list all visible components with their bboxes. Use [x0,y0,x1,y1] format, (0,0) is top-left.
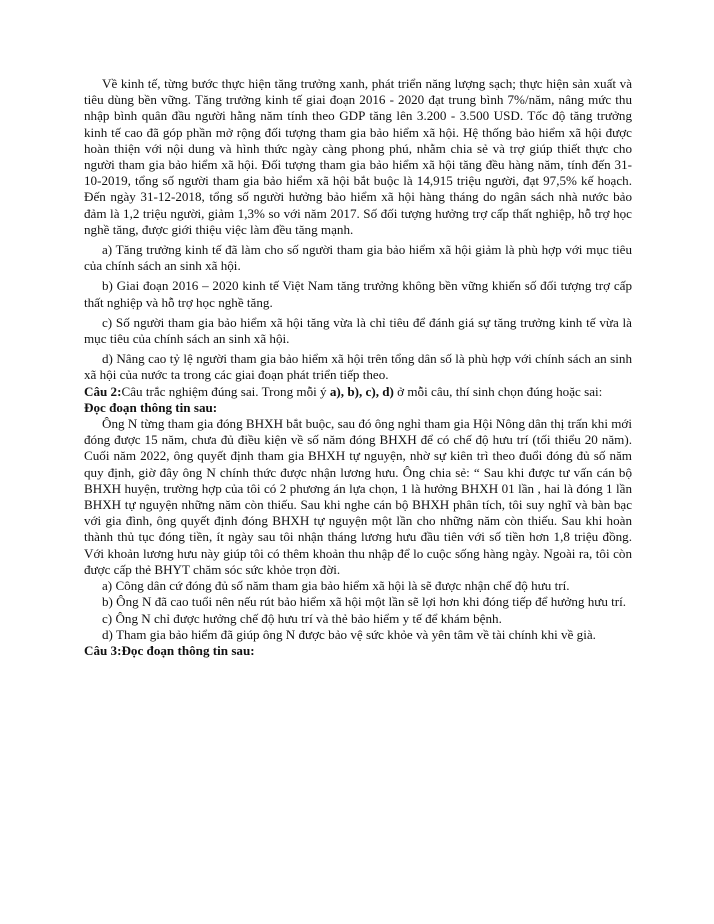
q2-option-c: c) Ông N chỉ được hưởng chế độ hưu trí và thẻ bảo hiểm y tế để khám bệnh. [102,610,502,626]
document-page [84,76,632,659]
q2-option-a: a) Công dân cứ đóng đủ số năm tham gia bảo hiểm xã hội là sẽ được nhận chế độ hưu trí. [102,578,570,594]
question-3-text: Đọc đoạn thông tin sau: [121,642,255,658]
question-2-label: Câu 2: [84,383,122,399]
question-3-label: Câu 3: [84,642,122,658]
option-c: c) Số người tham gia bảo hiểm xã hội tăng vừa là chỉ tiêu để đánh giá sự tăng trưởng kinh tế vừa là mục tiêu của chính sách an sinh xã hội. [84,314,632,347]
passage-mr-n: Ông N từng tham gia đóng BHXH bắt buộc, sau đó ông nghỉ tham gia Hội Nông dân thị trấn khi mới đóng được 15 năm, chưa đủ điều kiện về số năm đóng BHXH để có chế độ hưu trí (tối thiểu 20 năm). Cuối năm 2022, ông quyết định tham gia BHXH tự nguyện, nhờ sự kiên trì theo đuổi đóng đủ số năm quy định, giờ đây ông N chính thức được nhận lương hưu. Ông chia sẻ: “ Sau khi được tư vấn cán bộ BHXH huyện, trường hợp của tôi có 2 phương án lựa chọn, 1 là hưởng BHXH 01 lần , hai là đóng 1 lần BHXH tự nguyện những năm còn thiếu. Sau khi nghe cán bộ BHXH phân tích, tôi suy nghĩ và bàn bạc với gia đình, ông quyết định đóng BHXH tự nguyện một lần cho những năm còn thiếu. Sau khi hoàn thành thủ tục đóng tiền, ít ngày sau tôi nhận tháng lương hưu đầu tiên với số tiền hơn 1,8 triệu đồng. Với khoản lương hưu này giúp tôi có thêm khoản thu nhập để lo cuộc sống hàng ngày. Ngoài ra, tôi còn được cấp thẻ BHYT chăm sóc sức khỏe trọn đời. [84,416,632,577]
question-2-instruction-text: Câu trắc nghiệm đúng sai. Trong mỗi ý [121,383,330,399]
question-2-option-letters: a), b), c), d) [329,383,394,399]
q2-option-b: b) Ông N đã cao tuổi nên nếu rút bảo hiểm xã hội một lần sẽ lợi hơn khi đóng tiếp để hưởng hưu trí. [102,594,627,610]
read-heading: Đọc đoạn thông tin sau: [84,399,218,415]
question-2-instruction [84,384,632,400]
q2-option-d: d) Tham gia bảo hiểm đã giúp ông N được bảo vệ sức khỏe và yên tâm về tài chính khi về già. [102,626,596,642]
option-d: d) Nâng cao tỷ lệ người tham gia bảo hiểm xã hội trên tổng dân số là phù hợp với chính sách an sinh xã hội của nước ta trong các giai đoạn phát triển tiếp theo. [84,351,632,383]
option-b: b) Giai đoạn 2016 – 2020 kinh tế Việt Nam tăng trưởng không bền vững khiến số đối tượng trợ cấp thất nghiệp và hỗ trợ học nghề tăng. [84,278,632,310]
passage-economy: Về kinh tế, từng bước thực hiện tăng trưởng xanh, phát triển năng lượng sạch; thực hiện sản xuất và tiêu dùng bền vững. Tăng trưởng kinh tế giai đoạn 2016 - 2020 đạt trung bình 7%/năm, nâng mức thu nhập bình quân đầu người hằng năm tính theo GDP tăng lên 3.200 - 3.500 USD. Tốc độ tăng trưởng kinh tế cao đã góp phần mở rộng đối tượng tham gia bảo hiểm xã hội. Hệ thống bảo hiểm xã hội được hoàn thiện với nội dung và hình thức ngày càng phong phú, nhằm chia sẻ và trợ giúp thiết thực cho người tham gia bảo hiểm xã hội. Đối tượng tham gia bảo hiểm xã hội tăng đều hàng năm, tính đến 31-10-2019, tổng số người tham gia bảo hiểm xã hội bắt buộc là 14,915 triệu người, đạt 97,5% kế hoạch. Đến ngày 31-12-2018, tổng số người hưởng bảo hiểm xã hội hàng tháng do ngân sách nhà nước bảo đảm là 1,2 triệu người, giảm 1,3% so với năm 2017. Số đối tượng hưởng trợ cấp thất nghiệp, hỗ trợ học nghề tăng, được giới thiệu việc làm đều tăng mạnh. [84,76,632,237]
question-2-instruction-tail: ở mỗi câu, thí sinh chọn đúng hoặc sai: [393,383,603,399]
option-a: a) Tăng trưởng kinh tế đã làm cho số người tham gia bảo hiểm xã hội giảm là phù hợp với mục tiêu của chính sách an sinh xã hội. [84,242,632,274]
question-3-heading [84,643,632,659]
